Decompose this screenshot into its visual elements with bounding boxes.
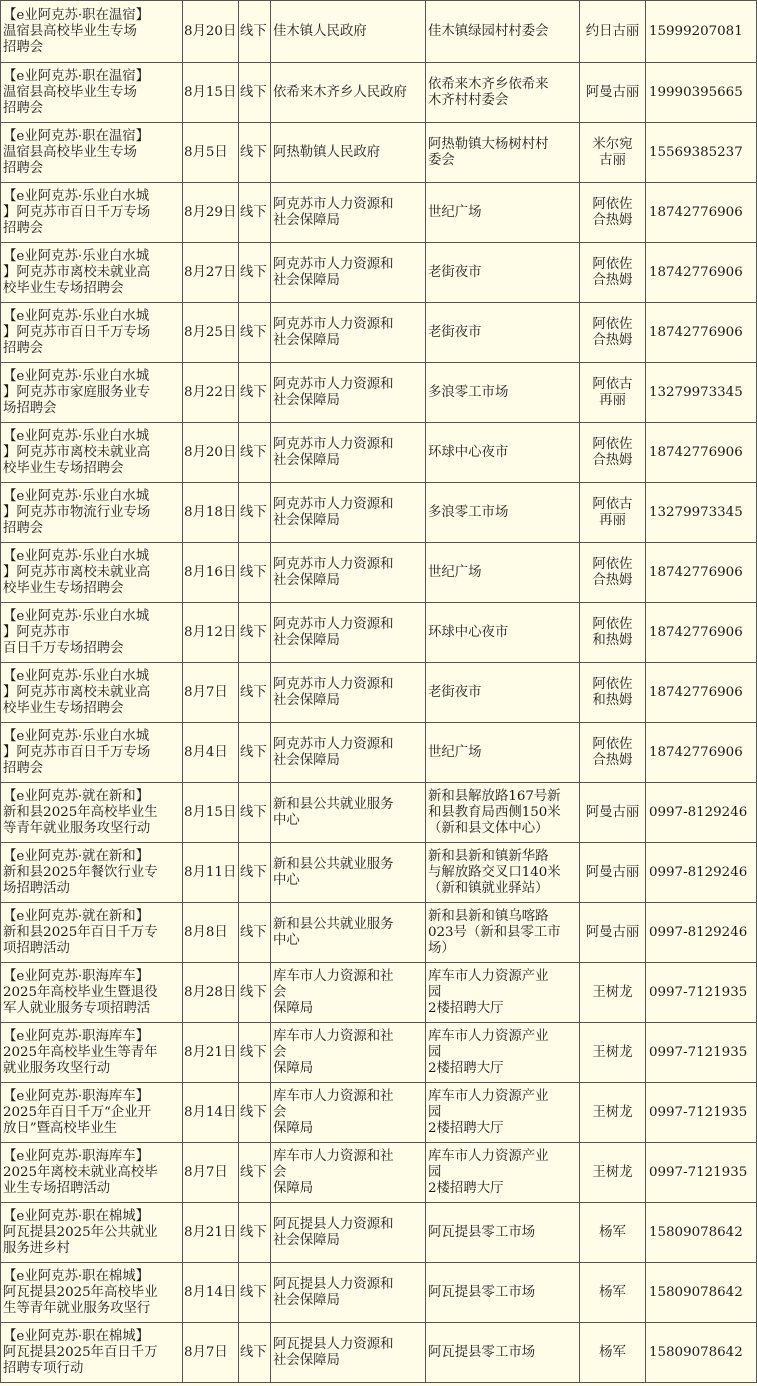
event-name-cell: 【e业阿克苏·乐业白水城 】阿克苏市百日千万专场 招聘会 [1,303,183,363]
event-name-cell: 【e业阿克苏·乐业白水城 】阿克苏市家庭服务业专 场招聘会 [1,363,183,423]
phone-cell: 18742776906 [646,723,757,783]
date-cell: 8月20日 [183,423,239,483]
date-cell: 8月27日 [183,243,239,303]
venue-cell: 佳木镇绿园村村委会 [426,1,580,63]
venue-cell: 环球中心夜市 [426,423,580,483]
mode-cell: 线下 [239,723,271,783]
event-name-cell: 【e业阿克苏·职海库车】 2025年高校毕业生暨退役 军人就业服务专项招聘活 [1,963,183,1023]
table-row [1,63,757,123]
venue-cell: 阿瓦提县零工市场 [426,1323,580,1383]
organizer-cell: 阿克苏市人力资源和 社会保障局 [271,243,426,303]
event-name-cell: 【e业阿克苏·乐业白水城 】阿克苏市物流行业专场 招聘会 [1,483,183,543]
organizer-cell: 阿克苏市人力资源和 社会保障局 [271,603,426,663]
organizer-cell: 库车市人力资源和社 会 保障局 [271,1023,426,1083]
phone-cell: 19990395665 [646,63,757,123]
date-cell: 8月12日 [183,603,239,663]
contact-person-cell: 杨军 [580,1323,646,1383]
organizer-cell: 新和县公共就业服务 中心 [271,783,426,843]
venue-cell: 库车市人力资源产业 园 2楼招聘大厅 [426,1143,580,1203]
contact-person-cell: 王树龙 [580,1143,646,1203]
event-name-cell: 【e业阿克苏·乐业白水城 】阿克苏市百日千万专场 招聘会 [1,723,183,783]
contact-person-cell: 阿曼古丽 [580,63,646,123]
organizer-cell: 阿克苏市人力资源和 社会保障局 [271,183,426,243]
contact-person-cell: 阿依佐 合热姆 [580,543,646,603]
table-row [1,123,757,183]
phone-cell: 15809078642 [646,1263,757,1323]
organizer-cell: 新和县公共就业服务 中心 [271,843,426,903]
event-name-cell: 【e业阿克苏·就在新和】 新和县2025年高校毕业生 等青年就业服务攻坚行动 [1,783,183,843]
mode-cell: 线下 [239,663,271,723]
contact-person-cell: 阿依佐 和热姆 [580,603,646,663]
table-row [1,843,757,903]
date-cell: 8月21日 [183,1023,239,1083]
mode-cell: 线下 [239,1143,271,1203]
date-cell: 8月14日 [183,1083,239,1143]
phone-cell: 0997-7121935 [646,1023,757,1083]
table-row [1,783,757,843]
date-cell: 8月7日 [183,1143,239,1203]
organizer-cell: 阿克苏市人力资源和 社会保障局 [271,663,426,723]
contact-person-cell: 阿依古 再丽 [580,363,646,423]
phone-cell: 18742776906 [646,303,757,363]
table-row [1,423,757,483]
organizer-cell: 库车市人力资源和社 会 保障局 [271,963,426,1023]
event-name-cell: 【e业阿克苏·乐业白水城 】阿克苏市离校未就业高 校毕业生专场招聘会 [1,423,183,483]
event-name-cell: 【e业阿克苏·乐业白水城 】阿克苏市离校未就业高 校毕业生专场招聘会 [1,543,183,603]
date-cell: 8月28日 [183,963,239,1023]
mode-cell: 线下 [239,483,271,543]
organizer-cell: 库车市人力资源和社 会 保障局 [271,1083,426,1143]
phone-cell: 0997-8129246 [646,903,757,963]
table-row [1,723,757,783]
phone-cell: 0997-7121935 [646,1143,757,1203]
event-name-cell: 【e业阿克苏·乐业白水城 】阿克苏市离校未就业高 校毕业生专场招聘会 [1,243,183,303]
venue-cell: 世纪广场 [426,543,580,603]
table-row [1,663,757,723]
venue-cell: 老街夜市 [426,303,580,363]
mode-cell: 线下 [239,183,271,243]
phone-cell: 18742776906 [646,603,757,663]
mode-cell: 线下 [239,543,271,603]
venue-cell: 多浪零工市场 [426,363,580,423]
phone-cell: 18742776906 [646,243,757,303]
phone-cell: 13279973345 [646,483,757,543]
table-row [1,1,757,63]
contact-person-cell: 王树龙 [580,1083,646,1143]
organizer-cell: 阿克苏市人力资源和 社会保障局 [271,423,426,483]
event-name-cell: 【e业阿克苏·职海库车】 2025年离校未就业高校毕 业生专场招聘活动 [1,1143,183,1203]
contact-person-cell: 阿曼古丽 [580,903,646,963]
event-name-cell: 【e业阿克苏·乐业白水城 】阿克苏市 百日千万专场招聘会 [1,603,183,663]
mode-cell: 线下 [239,303,271,363]
mode-cell: 线下 [239,1203,271,1263]
mode-cell: 线下 [239,1,271,63]
table-row [1,1023,757,1083]
venue-cell: 新和县解放路167号新 和县教育局西侧150米 （新和县文体中心） [426,783,580,843]
venue-cell: 库车市人力资源产业 园 2楼招聘大厅 [426,1023,580,1083]
phone-cell: 0997-8129246 [646,843,757,903]
organizer-cell: 阿热勒镇人民政府 [271,123,426,183]
contact-person-cell: 米尔宛 古丽 [580,123,646,183]
phone-cell: 15999207081 [646,1,757,63]
organizer-cell: 阿克苏市人力资源和 社会保障局 [271,303,426,363]
venue-cell: 阿瓦提县零工市场 [426,1263,580,1323]
date-cell: 8月5日 [183,123,239,183]
date-cell: 8月29日 [183,183,239,243]
organizer-cell: 阿克苏市人力资源和 社会保障局 [271,723,426,783]
mode-cell: 线下 [239,603,271,663]
table-row [1,1203,757,1263]
organizer-cell: 阿克苏市人力资源和 社会保障局 [271,363,426,423]
date-cell: 8月7日 [183,663,239,723]
event-name-cell: 【e业阿克苏·职在温宿】 温宿县高校毕业生专场 招聘会 [1,1,183,63]
venue-cell: 新和县新和镇新华路 与解放路交叉口140米 （新和镇就业驿站） [426,843,580,903]
date-cell: 8月22日 [183,363,239,423]
date-cell: 8月18日 [183,483,239,543]
table-row [1,1323,757,1383]
contact-person-cell: 王树龙 [580,963,646,1023]
table-row [1,963,757,1023]
table-row [1,1143,757,1203]
contact-person-cell: 阿依佐 合热姆 [580,303,646,363]
contact-person-cell: 阿依佐 和热姆 [580,663,646,723]
organizer-cell: 阿瓦提县人力资源和 社会保障局 [271,1203,426,1263]
table-row [1,1083,757,1143]
phone-cell: 18742776906 [646,543,757,603]
date-cell: 8月25日 [183,303,239,363]
event-name-cell: 【e业阿克苏·职在温宿】 温宿县高校毕业生专场 招聘会 [1,63,183,123]
event-name-cell: 【e业阿克苏·职在棉城】 阿瓦提县2025年高校毕业 生等青年就业服务攻坚行 [1,1263,183,1323]
phone-cell: 15809078642 [646,1203,757,1263]
date-cell: 8月4日 [183,723,239,783]
date-cell: 8月15日 [183,63,239,123]
date-cell: 8月20日 [183,1,239,63]
event-name-cell: 【e业阿克苏·职在棉城】 阿瓦提县2025年公共就业 服务进乡村 [1,1203,183,1263]
organizer-cell: 阿克苏市人力资源和 社会保障局 [271,483,426,543]
table-row [1,363,757,423]
contact-person-cell: 阿依佐 合热姆 [580,423,646,483]
mode-cell: 线下 [239,1323,271,1383]
event-name-cell: 【e业阿克苏·就在新和】 新和县2025年百日千万专 项招聘活动 [1,903,183,963]
venue-cell: 依希来木齐乡依希来 木齐村村委会 [426,63,580,123]
contact-person-cell: 阿依古 再丽 [580,483,646,543]
phone-cell: 15809078642 [646,1323,757,1383]
mode-cell: 线下 [239,243,271,303]
table-row [1,603,757,663]
phone-cell: 0997-7121935 [646,963,757,1023]
event-name-cell: 【e业阿克苏·职海库车】 2025年百日千万“企业开 放日”暨高校毕业生 [1,1083,183,1143]
organizer-cell: 阿瓦提县人力资源和 社会保障局 [271,1323,426,1383]
organizer-cell: 库车市人力资源和社 会 保障局 [271,1143,426,1203]
table-row [1,243,757,303]
venue-cell: 世纪广场 [426,723,580,783]
venue-cell: 老街夜市 [426,243,580,303]
organizer-cell: 阿瓦提县人力资源和 社会保障局 [271,1263,426,1323]
event-name-cell: 【e业阿克苏·就在新和】 新和县2025年餐饮行业专 场招聘活动 [1,843,183,903]
event-name-cell: 【e业阿克苏·乐业白水城 】阿克苏市离校未就业高 校毕业生专场招聘会 [1,663,183,723]
mode-cell: 线下 [239,903,271,963]
venue-cell: 多浪零工市场 [426,483,580,543]
contact-person-cell: 杨军 [580,1263,646,1323]
mode-cell: 线下 [239,1023,271,1083]
venue-cell: 阿热勒镇大杨树村村 委会 [426,123,580,183]
phone-cell: 18742776906 [646,423,757,483]
mode-cell: 线下 [239,1263,271,1323]
date-cell: 8月15日 [183,783,239,843]
mode-cell: 线下 [239,423,271,483]
venue-cell: 阿瓦提县零工市场 [426,1203,580,1263]
mode-cell: 线下 [239,63,271,123]
venue-cell: 库车市人力资源产业 园 2楼招聘大厅 [426,963,580,1023]
phone-cell: 13279973345 [646,363,757,423]
mode-cell: 线下 [239,963,271,1023]
organizer-cell: 阿克苏市人力资源和 社会保障局 [271,543,426,603]
contact-person-cell: 阿依佐 合热姆 [580,723,646,783]
phone-cell: 0997-8129246 [646,783,757,843]
organizer-cell: 新和县公共就业服务 中心 [271,903,426,963]
table-row [1,303,757,363]
date-cell: 8月7日 [183,1323,239,1383]
venue-cell: 新和县新和镇乌喀路 023号（新和县零工市 场） [426,903,580,963]
table-row [1,1263,757,1323]
event-name-cell: 【e业阿克苏·职在棉城】 阿瓦提县2025年百日千万 招聘专项行动 [1,1323,183,1383]
date-cell: 8月8日 [183,903,239,963]
contact-person-cell: 阿依佐 合热姆 [580,183,646,243]
date-cell: 8月16日 [183,543,239,603]
contact-person-cell: 阿曼古丽 [580,843,646,903]
organizer-cell: 佳木镇人民政府 [271,1,426,63]
date-cell: 8月21日 [183,1203,239,1263]
date-cell: 8月11日 [183,843,239,903]
table-row [1,483,757,543]
organizer-cell: 依希来木齐乡人民政府 [271,63,426,123]
venue-cell: 库车市人力资源产业 园 2楼招聘大厅 [426,1083,580,1143]
venue-cell: 世纪广场 [426,183,580,243]
event-name-cell: 【e业阿克苏·职海库车】 2025年高校毕业生等青年 就业服务攻坚行动 [1,1023,183,1083]
venue-cell: 环球中心夜市 [426,603,580,663]
mode-cell: 线下 [239,1083,271,1143]
date-cell: 8月14日 [183,1263,239,1323]
mode-cell: 线下 [239,783,271,843]
mode-cell: 线下 [239,843,271,903]
table-row [1,183,757,243]
phone-cell: 15569385237 [646,123,757,183]
venue-cell: 老街夜市 [426,663,580,723]
contact-person-cell: 杨军 [580,1203,646,1263]
event-name-cell: 【e业阿克苏·职在温宿】 温宿县高校毕业生专场 招聘会 [1,123,183,183]
phone-cell: 18742776906 [646,663,757,723]
mode-cell: 线下 [239,363,271,423]
contact-person-cell: 王树龙 [580,1023,646,1083]
event-name-cell: 【e业阿克苏·乐业白水城 】阿克苏市百日千万专场 招聘会 [1,183,183,243]
contact-person-cell: 阿曼古丽 [580,783,646,843]
table-body [1,1,757,1383]
table-row [1,903,757,963]
phone-cell: 0997-7121935 [646,1083,757,1143]
contact-person-cell: 约日古丽 [580,1,646,63]
mode-cell: 线下 [239,123,271,183]
phone-cell: 18742776906 [646,183,757,243]
contact-person-cell: 阿依佐 合热姆 [580,243,646,303]
table-row [1,543,757,603]
